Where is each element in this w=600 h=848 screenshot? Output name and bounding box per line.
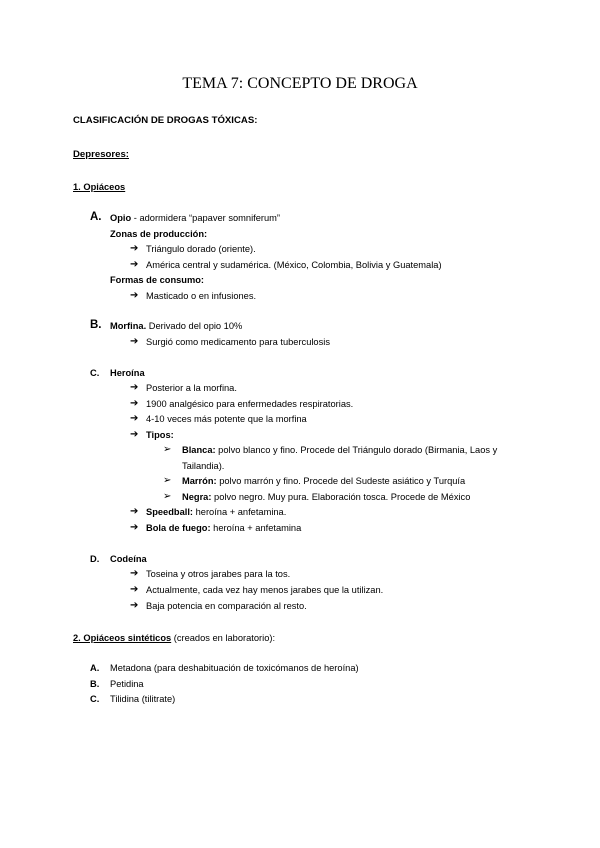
arrow-bullet-icon: ➔ (130, 413, 139, 424)
morfina-name: Morfina. (110, 321, 147, 331)
arrow-bullet-icon: ➔ (130, 382, 139, 393)
triangle-bullet-icon: ➢ (163, 475, 172, 486)
synth-letter: C. (90, 694, 100, 704)
tipo-name: Marrón: (182, 476, 217, 486)
synth-letter: B. (90, 679, 100, 689)
morfina-line (110, 320, 242, 332)
tipos-label: Tipos: (146, 430, 174, 440)
arrow-bullet-icon: ➔ (130, 522, 139, 533)
arrow-bullet-icon: ➔ (130, 600, 139, 611)
speedball-line (146, 506, 286, 518)
list-item: Posterior a la morfina. (146, 383, 237, 393)
triangle-bullet-icon: ➢ (163, 444, 172, 455)
arrow-bullet-icon: ➔ (130, 506, 139, 517)
bola-desc: heroína + anfetamina (210, 523, 302, 533)
tipo-desc: polvo marrón y fino. Procede del Sudeste asiático y Turquía (216, 476, 466, 486)
list-item: Surgió como medicamento para tuberculosis (146, 337, 330, 347)
arrow-bullet-icon: ➔ (130, 584, 139, 595)
bola-name: Bola de fuego: (146, 523, 211, 533)
tipo-desc: polvo blanco y fino. Procede del Triángulo dorado (Birmania, Laos y (215, 445, 498, 455)
formas-label: Formas de consumo: (110, 275, 205, 285)
heroina-name: Heroína (110, 368, 145, 378)
tipo-negra (182, 491, 470, 503)
speedball-name: Speedball: (146, 507, 194, 517)
document-title: TEMA 7: CONCEPTO DE DROGA (182, 75, 418, 92)
tipo-desc: polvo negro. Muy pura. Elaboración tosca. Procede de México (211, 492, 471, 502)
list-item: Triángulo dorado (oriente). (146, 244, 256, 254)
section-opiaceos: 1. Opiáceos (73, 182, 126, 192)
codeina-name: Codeína (110, 554, 147, 564)
morfina-desc: Derivado del opio 10% (146, 321, 243, 331)
speedball-desc: heroína + anfetamina. (193, 507, 287, 517)
item-letter-d: D. (90, 554, 100, 564)
arrow-bullet-icon: ➔ (130, 259, 139, 270)
tipo-blanca-cont: Tailandia). (182, 461, 225, 471)
list-item: Actualmente, cada vez hay menos jarabes que la utilizan. (146, 585, 384, 595)
classification-heading: CLASIFICACIÓN DE DROGAS TÓXICAS: (73, 115, 258, 126)
tipo-name: Negra: (182, 492, 212, 502)
arrow-bullet-icon: ➔ (130, 568, 139, 579)
section-opiaceos-sinteticos (73, 632, 275, 644)
synth-item: Tilidina (tilitrate) (110, 694, 176, 704)
list-item: Toseina y otros jarabes para la tos. (146, 569, 291, 579)
opio-desc: - adormidera “papaver somniferum” (131, 213, 280, 223)
item-letter-a: A. (90, 211, 102, 223)
arrow-bullet-icon: ➔ (130, 290, 139, 301)
arrow-bullet-icon: ➔ (130, 398, 139, 409)
list-item: 1900 analgésico para enfermedades respiratorias. (146, 399, 354, 409)
opio-line (110, 212, 280, 224)
tipo-name: Blanca: (182, 445, 216, 455)
tipo-marron (182, 475, 465, 487)
synth-item: Petidina (110, 679, 144, 689)
synth-item: Metadona (para deshabituación de toxicómanos de heroína) (110, 663, 359, 673)
triangle-bullet-icon: ➢ (163, 491, 172, 502)
list-item: 4-10 veces más potente que la morfina (146, 414, 307, 424)
section-desc: (creados en laboratorio): (171, 633, 276, 643)
zonas-label: Zonas de producción: (110, 229, 208, 239)
list-item: América central y sudamérica. (México, Colombia, Bolivia y Guatemala) (146, 260, 442, 270)
bola-line (146, 522, 301, 534)
item-letter-b: B. (90, 319, 102, 331)
arrow-bullet-icon: ➔ (130, 429, 139, 440)
tipo-blanca (182, 444, 497, 456)
list-item: Baja potencia en comparación al resto. (146, 601, 307, 611)
synth-letter: A. (90, 663, 100, 673)
arrow-bullet-icon: ➔ (130, 243, 139, 254)
arrow-bullet-icon: ➔ (130, 336, 139, 347)
depresores-heading: Depresores: (73, 149, 129, 160)
item-letter-c: C. (90, 368, 100, 378)
section-title: 2. Opiáceos sintéticos (73, 633, 172, 643)
list-item: Masticado o en infusiones. (146, 291, 257, 301)
opio-name: Opio (110, 213, 132, 223)
